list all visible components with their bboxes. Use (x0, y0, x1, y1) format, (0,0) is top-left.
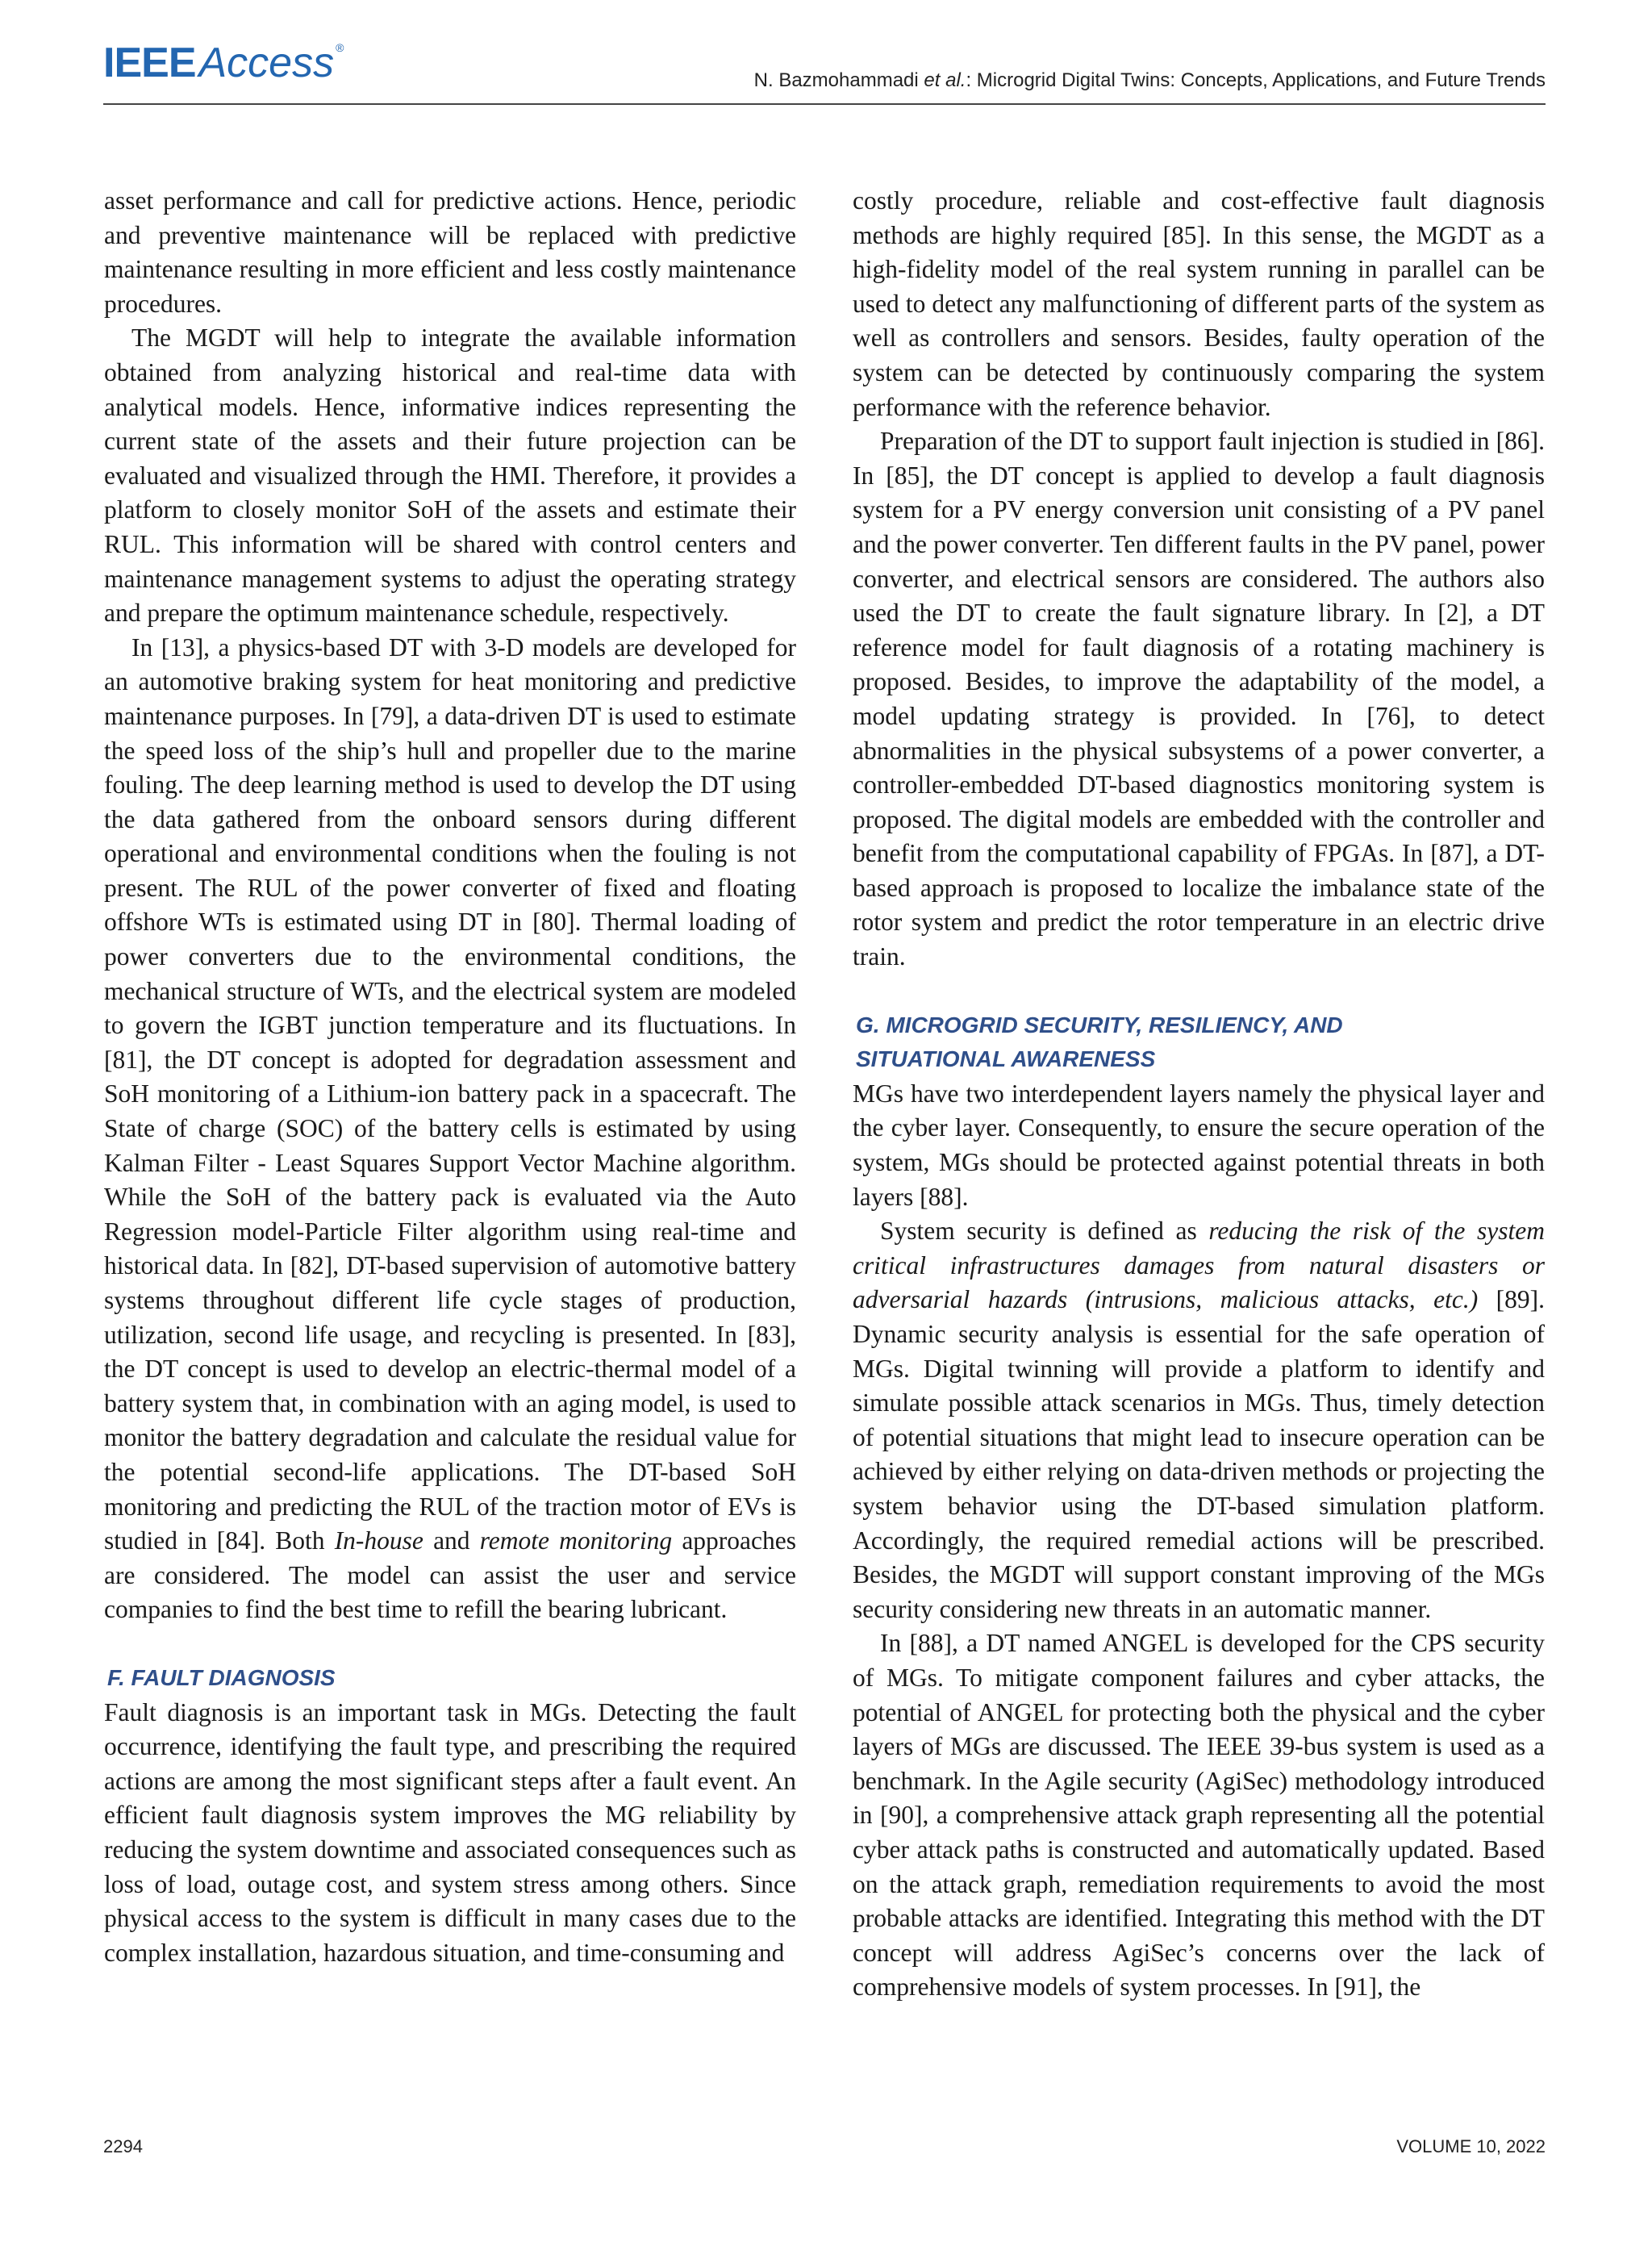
paragraph: costly procedure, reliable and cost-effective fault diagnosis methods are highly required [85]. In this sense, the MGDT as a high-fidelity model of the real system running in parallel can be used to detect any malfunctioning of different parts of the system as well as controllers and sensors. Besides, faulty operation of the system can be detected by continuously comparing the system performance with the reference behavior. (853, 186, 1545, 421)
running-head-title: : Microgrid Digital Twins: Concepts, Applications, and Future Trends (966, 69, 1546, 91)
emphasis-text: reducing the risk of the system critical infrastructures damages from natural disasters or adversarial hazards (intrusions, malicious attacks, etc.) (853, 1217, 1545, 1314)
paragraph: asset performance and call for predictive actions. Hence, periodic and preventive maintenance will be replaced with predictive maintenance resulting in more efficient and less costly maintenance procedures. (104, 186, 796, 318)
paragraph: MGs have two interdependent layers namely the physical layer and the cyber layer. Consequently, to ensure the secure operation of the system, MGs should be protected against potential threats in both layers [88]. (853, 1079, 1545, 1211)
section-gap (853, 975, 1545, 1008)
paragraph-text: and (423, 1526, 480, 1555)
paragraph-text: In [13], a physics-based DT with 3-D models are developed for an automotive braking system for heat monitoring and predictive maintenance purposes. In [79], a data-driven DT is used to estimate the speed loss of the ship’s hull and propeller due to the marine fouling. The deep learning method is used to develop the DT using the data gathered from the onboard sensors during different operational and environmental conditions when the fouling is not present. The RUL of the power converter of fixed and floating offshore WTs is estimated using DT in [80]. Thermal loading of power converters due to the environmental conditions, the mechanical structure of WTs, and the electrical system are modeled to govern the IGBT junction temperature and its fluctuations. In [81], the DT concept is adopted for degradation assessment and SoH monitoring of a Lithium-ion battery pack in a spacecraft. The State of charge (SOC) of the battery cells is estimated by using Kalman Filter - Least Squares Support Vector Machine algorithm. While the SoH of the battery pack is evaluated via the Auto Regression model-Particle Filter algorithm using real-time and historical data. In [82], DT-based supervision of automotive battery systems throughout different life cycle stages of production, utilization, second life usage, and recycling is presented. In [83], the DT concept is used to develop an electric-thermal model of a battery system that, in combination with an aging model, is used to monitor the battery degradation and calculate the residual value for the potential second-life applications. The DT-based SoH monitoring and predicting the RUL of the traction motor of EVs is studied in [84]. Both (104, 632, 796, 1555)
heading-line: G. MICROGRID SECURITY, RESILIENCY, AND (856, 1012, 1343, 1037)
paragraph: Fault diagnosis is an important task in MGs. Detecting the fault occurrence, identifying the fault type, and prescribing the required actions are among the most significant steps after a fault event. An efficient fault diagnosis system improves the MG reliability by reducing the system downtime and associated consequences such as loss of load, outage cost, and system stress among others. Since physical access to the system is difficult in many cases due to the complex installation, hazardous situation, and time-consuming and (104, 1697, 796, 1967)
paragraph: Preparation of the DT to support fault injection is studied in [86]. In [85], the DT concept is applied to develop a fault diagnosis system for a PV energy conversion unit consisting of a PV panel and the power converter. Ten different faults in the PV panel, power converter, and electrical sensors are considered. The authors also used the DT to create the fault signature library. In [2], a DT reference model for fault diagnosis of a rotating machinery is proposed. Besides, to improve the adaptability of the model, a model updating strategy is provided. In [76], to detect abnormalities in the physical subsystems of a power converter, a controller-embedded DT-based diagnostics monitoring system is proposed. The digital models are embedded with the controller and benefit from the computational capability of FPGAs. In [87], a DT-based approach is proposed to localize the imbalance state of the rotor system and predict the rotor temperature in an electric drive train. (853, 427, 1545, 971)
logo-access-text: Access (198, 40, 335, 86)
ieee-access-logo (103, 42, 344, 84)
section-heading-microgrid-security (853, 1008, 1545, 1077)
section-heading-fault-diagnosis: F. FAULT DIAGNOSIS (107, 1664, 336, 1690)
logo-registered-mark: ® (336, 41, 344, 54)
heading-line: SITUATIONAL AWARENESS (856, 1046, 1156, 1072)
header-rule (103, 103, 1546, 105)
paragraph (104, 631, 796, 1627)
paragraph-text: [89]. Dynamic security analysis is essential for the safe operation of MGs. Digital twinning will provide a platform to identify and simulate possible attack scenarios in MGs. Thus, timely detection of potential situations that might lead to insecure operation can be achieved by either relying on data-driven methods or projecting the system behavior using the DT-based simulation platform. Accordingly, the required remedial actions will be prescribed. Besides, the MGDT will support constant improving of the MGs security considering new threats in an automatic manner. (853, 1285, 1545, 1623)
page-header (0, 0, 1652, 113)
logo-ieee-text: IEEE (103, 40, 196, 86)
running-head (754, 69, 1546, 92)
section-gap (104, 1627, 796, 1661)
paragraph: The MGDT will help to integrate the available information obtained from analyzing historical and real-time data with analytical models. Hence, informative indices representing the current state of the assets and their future projection can be evaluated and visualized through the HMI. Therefore, it provides a platform to closely monitor SoH of the assets and estimate their RUL. This information will be shared with control centers and maintenance management systems to adjust the operating strategy and prepare the optimum maintenance schedule, respectively. (104, 324, 796, 628)
paragraph (853, 1214, 1545, 1626)
running-head-etal: et al. (924, 69, 966, 91)
paragraph: In [88], a DT named ANGEL is developed for the CPS security of MGs. To mitigate component failures and cyber attacks, the potential of ANGEL for protecting both the physical and the cyber layers of MGs are discussed. The IEEE 39-bus system is used as a benchmark. In the Agile security (AgiSec) methodology introduced in [90], a comprehensive attack graph representing all the potential cyber attack paths is constructed and automatically updated. Based on the attack graph, remediation requirements to avoid the most probable attacks are identified. Integrating this method with the DT concept will address AgiSec’s concerns over the lack of comprehensive models of system processes. In [91], the (853, 1629, 1545, 2002)
paragraph-text: approaches are considered. The model can assist the user and service companies to find the best time to refill the bearing lubricant. (104, 1526, 796, 1624)
page-number: 2294 (103, 2136, 143, 2156)
volume-label: VOLUME 10, 2022 (1396, 2136, 1546, 2156)
running-head-authors: N. Bazmohammadi (753, 69, 924, 91)
emphasis-text: remote monitoring (479, 1526, 673, 1555)
right-column (853, 184, 1545, 2005)
left-column (104, 184, 796, 1970)
paragraph-text: System security is defined as (880, 1217, 1209, 1246)
emphasis-text: In-house (334, 1526, 423, 1555)
